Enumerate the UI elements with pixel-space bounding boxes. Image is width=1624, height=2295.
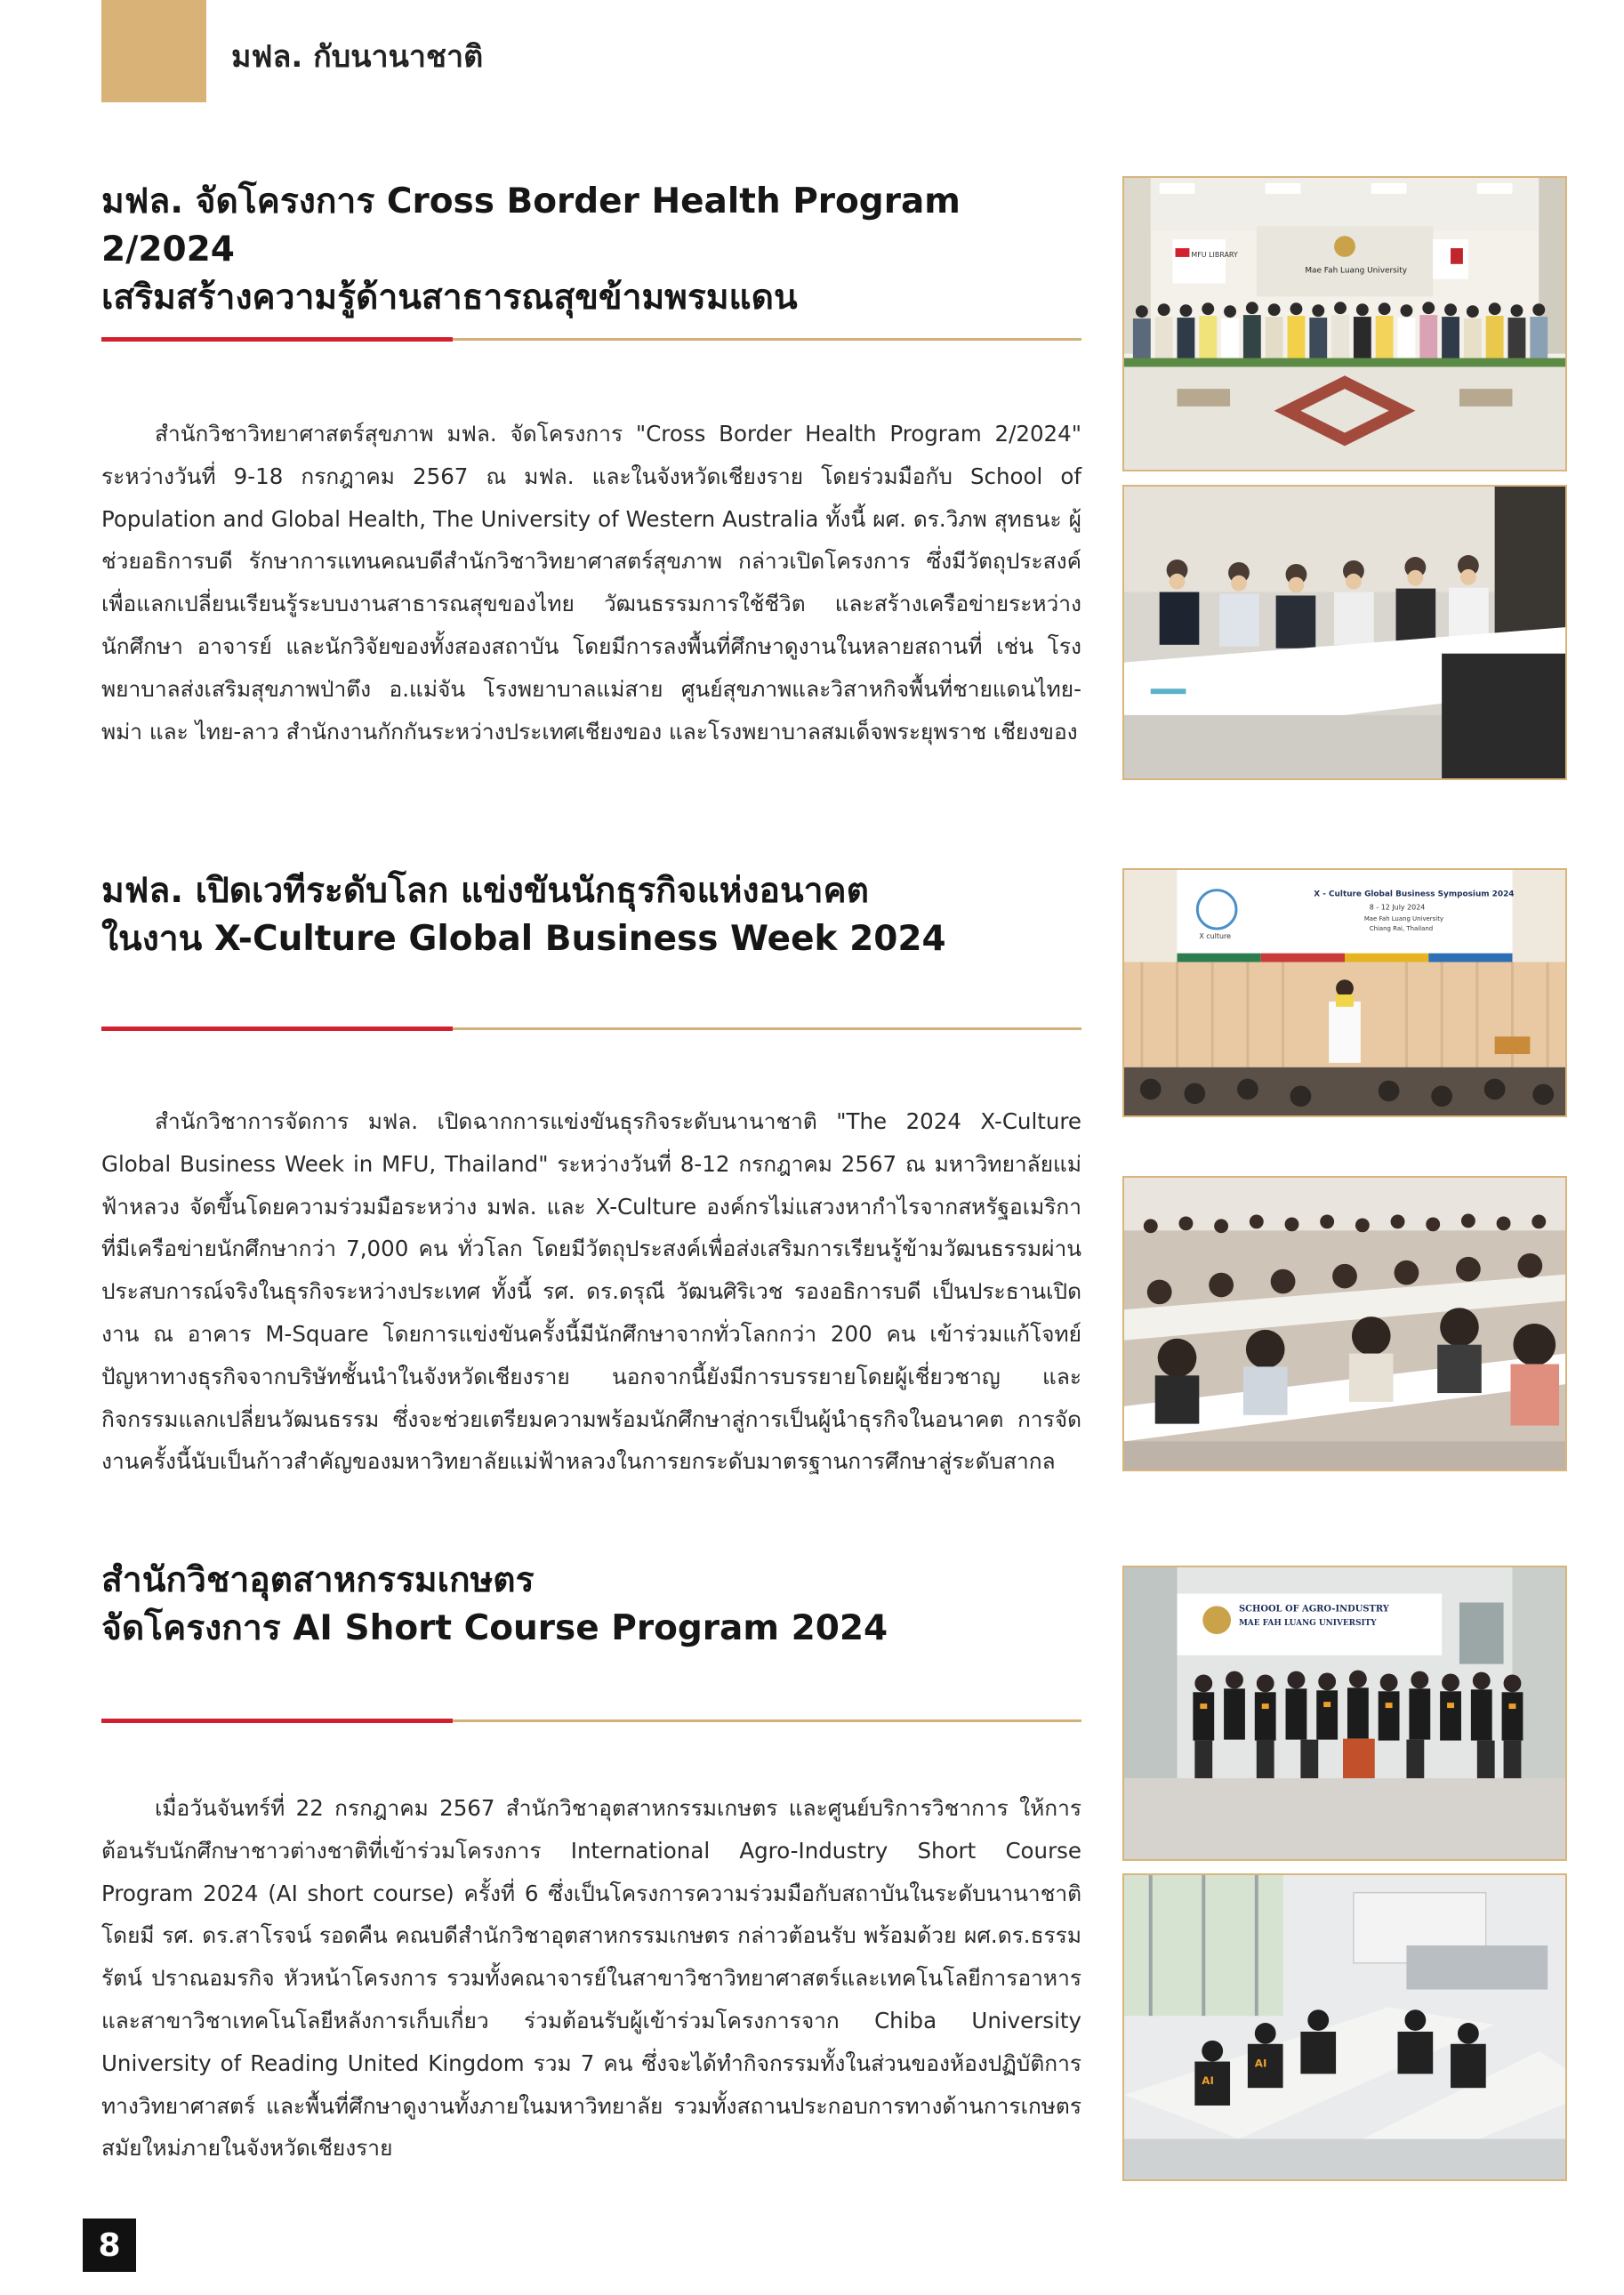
article-title-line1: มฟล. จัดโครงการ Cross Border Health Program 2/2024 xyxy=(101,181,961,270)
photo-group-library xyxy=(1122,176,1567,471)
photo-xculture-audience xyxy=(1122,1176,1567,1471)
banner-city: Chiang Rai, Thailand xyxy=(1369,925,1434,933)
shirt-ai-text: AI xyxy=(1254,2057,1267,2070)
article-title-line2: ในงาน X-Culture Global Business Week 2024 xyxy=(101,919,946,959)
university-sign-text: Mae Fah Luang University xyxy=(1305,266,1408,276)
photo-xculture-stage xyxy=(1122,868,1567,1117)
agro-sign-line2: MAE FAH LUANG UNIVERSITY xyxy=(1238,1619,1377,1629)
article-body: เมื่อวันจันทร์ที่ 22 กรกฎาคม 2567 สำนักวิชาอุตสาหกรรมเกษตร และศูนย์บริการวิชาการ ให้การต้อนรับนักศึกษาชาวต่างชาติที่เข้าร่วมโครงการ International Agro-Industry Short Course Program 2024 (AI short course) ครั้งที่ 6 ซึ่งเป็นโครงการความร่วมมือกับสถาบันในระดับนานาชาติ โดยมี รศ. ดร.สาโรจน์ รอดคืน คณบดีสำนักวิชาอุตสาหกรรมเกษตร กล่าวต้อนรับ พร้อมด้วย ผศ.ดร.ธรรมรัตน์ ปราณอมรกิจ หัวหน้าโครงการ รวมทั้งคณาจารย์ในสาขาวิชาวิทยาศาสตร์และเทคโนโลยีการอาหาร และสาขาวิชาเทคโนโลยีหลังการเก็บเกี่ยว ร่วมต้อนรับผู้เข้าร่วมโครงการจาก Chiba University University of Reading United Kingdom รวม 7 คน ซึ่งจะได้ทำกิจกรรมทั้งในส่วนของห้องปฏิบัติการทางวิทยาศาสตร์ และพื้นที่ศึกษาดูงานทั้งภายในมหาวิทยาลัย รวมทั้งสถานประกอบการทางด้านการเกษตรสมัยใหม่ภายในจังหวัดเชียงราย xyxy=(101,1795,1081,2162)
agro-sign-line1: SCHOOL OF AGRO-INDUSTRY xyxy=(1238,1604,1389,1615)
library-sign-text: MFU LIBRARY xyxy=(1191,250,1238,259)
title-divider xyxy=(101,1719,1081,1723)
photo-agro-group xyxy=(1122,1566,1567,1861)
article-body: สำนักวิชาวิทยาศาสตร์สุขภาพ มฟล. จัดโครงการ "Cross Border Health Program 2/2024" ระหว่างวันที่ 9-18 กรกฎาคม 2567 ณ มฟล. และในจังหวัดเชียงราย โดยร่วมมือกับ School of Population and Global Health, The University of Western Australia ทั้งนี้ ผศ. ดร.วิภพ สุทธนะ ผู้ช่วยอธิการบดี รักษาการแทนคณบดีสำนักวิชาวิทยาศาสตร์สุขภาพ กล่าวเปิดโครงการ ซึ่งมีวัตถุประสงค์เพื่อแลกเปลี่ยนเรียนรู้ระบบงานสาธารณสุขของไทย วัฒนธรรมการใช้ชีวิต และสร้างเครือข่ายระหว่างนักศึกษา อาจารย์ และนักวิจัยของทั้งสองสถาบัน โดยมีการลงพื้นที่ศึกษาดูงานในหลายสถานที่ เช่น โรงพยาบาลส่งเสริมสุขภาพป่าตึง อ.แม่จัน โรงพยาบาลแม่สาย ศูนย์สุขภาพและวิสาหกิจพื้นที่ชายแดนไทย-พม่า และ ไทย-ลาว สำนักงานกักกันระหว่างประเทศเชียงของ และโรงพยาบาลสมเด็จพระยุพราช เชียงของ xyxy=(101,421,1081,745)
header-accent-block xyxy=(101,0,206,102)
article-title-line1: สำนักวิชาอุตสาหกรรมเกษตร xyxy=(101,1560,535,1600)
article-title xyxy=(101,178,1062,322)
xculture-logo-text: X culture xyxy=(1199,931,1231,940)
article-body: สำนักวิชาการจัดการ มฟล. เปิดฉากการแข่งขันธุรกิจระดับนานาชาติ "The 2024 X-Culture Global Business Week in MFU, Thailand" ระหว่างวันที่ 8-12 กรกฎาคม 2567 ณ มหาวิทยาลัยแม่ฟ้าหลวง จัดขึ้นโดยความร่วมมือระหว่าง มฟล. และ X-Culture องค์กรไม่แสวงหากำไรจากสหรัฐอเมริกา ที่มีเครือข่ายนักศึกษากว่า 7,000 คน ทั่วโลก โดยมีวัตถุประสงค์เพื่อส่งเสริมการเรียนรู้ข้ามวัฒนธรรมผ่านประสบการณ์จริงในธุรกิจระหว่างประเทศ ทั้งนี้ รศ. ดร.ดรุณี วัฒนศิริเวช รองอธิการบดี เป็นประธานเปิดงาน ณ อาคาร M-Square โดยการแข่งขันครั้งนี้มีนักศึกษาจากทั่วโลกกว่า 200 คน เข้าร่วมแก้โจทย์ปัญหาทางธุรกิจจากบริษัทชั้นนำในจังหวัดเชียงราย นอกจากนี้ยังมีการบรรยายโดยผู้เชี่ยวชาญ และกิจกรรมแลกเปลี่ยนวัฒนธรรม ซึ่งจะช่วยเตรียมความพร้อมนักศึกษาสู่การเป็นผู้นำธุรกิจในอนาคต การจัดงานครั้งนี้นับเป็นก้าวสำคัญของมหาวิทยาลัยแม่ฟ้าหลวงในการยกระดับมาตรฐานการศึกษาสู่ระดับสากล xyxy=(101,1108,1081,1475)
title-divider xyxy=(101,1027,1081,1031)
photo-agro-classroom xyxy=(1122,1873,1567,2181)
banner-dates: 8 - 12 July 2024 xyxy=(1369,903,1426,912)
banner-title: X - Culture Global Business Symposium 2024 xyxy=(1314,890,1515,899)
banner-venue: Mae Fah Luang University xyxy=(1363,915,1444,923)
article-title-line2: จัดโครงการ AI Short Course Program 2024 xyxy=(101,1608,888,1648)
photo-conference-room xyxy=(1122,485,1567,780)
article-title xyxy=(101,867,1062,963)
page-number: 8 xyxy=(83,2218,136,2272)
shirt-ai-text: AI xyxy=(1202,2074,1214,2088)
header-section-title: มฟล. กับนานาชาติ xyxy=(231,39,484,75)
article-title-line1: มฟล. เปิดเวทีระดับโลก แข่งขันนักธุรกิจแห่งอนาคต xyxy=(101,871,869,911)
title-divider xyxy=(101,337,1081,342)
article-title xyxy=(101,1557,1062,1653)
article-title-line2: เสริมสร้างความรู้ด้านสาธารณสุขข้ามพรมแดน xyxy=(101,278,798,318)
